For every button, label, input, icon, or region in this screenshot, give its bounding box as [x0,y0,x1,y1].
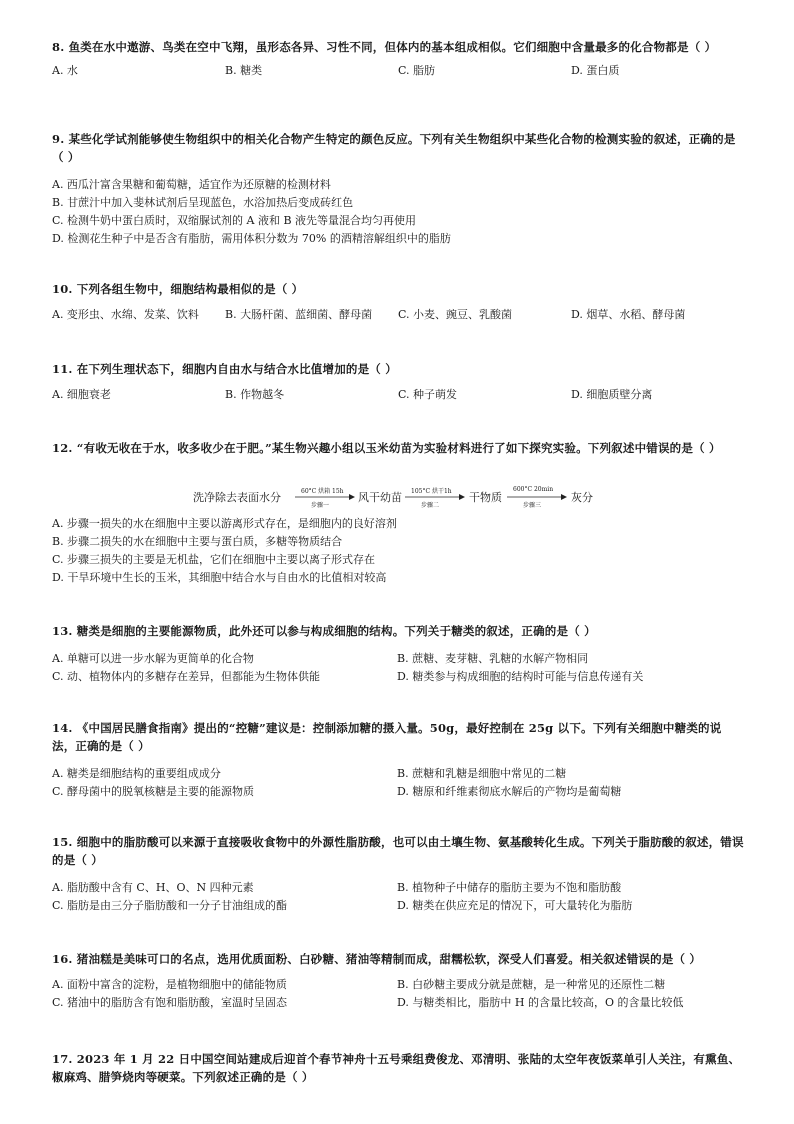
option-d: D. 烟草、水稻、酵母菌 [571,308,686,321]
option-c: C. 检测牛奶中蛋白质时，双缩脲试剂的 A 液和 B 液先等量混合均匀再使用 [52,214,417,227]
question-8 [52,38,744,80]
question-stem: 8. 鱼类在水中遨游、鸟类在空中飞翔，虽形态各异、习性不同，但体内的基本组成相似。它们细胞中含量最多的化合物都是（ ） [52,40,717,54]
flow-step-1: 洗净除去表面水分 [193,491,281,504]
options [52,765,744,801]
question-stem: 13. 糖类是细胞的主要能源物质，此外还可以参与构成细胞的结构。下列关于糖类的叙述，正确的是（ ） [52,624,596,638]
options [52,650,744,686]
question-11 [52,360,744,404]
question-stem: 16. 猪油糕是美味可口的名点，选用优质面粉、白砂糖、猪油等精制而成，甜糯松软，深受人们喜爱。相关叙述错误的是（ ） [52,952,702,966]
option-a: A. 脂肪酸中含有 C、H、O、N 四种元素 [52,881,254,894]
options [52,306,744,324]
options [52,176,744,248]
option-a: A. 变形虫、水绵、发菜、饮料 [52,308,199,321]
option-d: D. 细胞质壁分离 [571,388,653,401]
option-a: A. 西瓜汁富含果糖和葡萄糖，适宜作为还原糖的检测材料 [52,178,331,191]
question-9 [52,130,744,248]
question-stem: 17. 2023 年 1 月 22 日中国空间站建成后迎首个春节神舟十五号乘组费俊龙、邓清明、张陆的太空年夜饭菜单引人关注，有熏鱼、椒麻鸡、腊笋烧肉等硬菜。下列叙述正确的是（ ） [52,1052,741,1084]
question-stem: 11. 在下列生理状态下，细胞内自由水与结合水比值增加的是（ ） [52,362,397,376]
question-12-options [52,515,744,587]
option-c: C. 小麦、豌豆、乳酸菌 [398,308,513,321]
option-a: A. 水 [52,64,78,77]
option-c: C. 脂肪 [398,64,436,77]
options [52,976,744,1012]
option-d: D. 糖类参与构成细胞的结构时可能与信息传递有关 [397,670,644,683]
arrow-3-step: 步骤三 [523,502,542,509]
options [52,515,744,587]
arrow-3-label: 600°C 20min [513,486,554,493]
option-b: B. 蔗糖和乳糖是细胞中常见的二糖 [397,767,567,780]
experiment-flow-diagram [193,482,613,510]
option-b: B. 糖类 [225,64,263,77]
question-stem: 12. “有收无收在于水，收多收少在于肥。”某生物兴趣小组以玉米幼苗为实验材料进行了如下探究实验。下列叙述中错误的是（ ） [52,441,721,455]
option-b: B. 步骤二损失的水在细胞中主要与蛋白质，多糖等物质结合 [52,535,343,548]
flow-step-3: 干物质 [469,491,502,504]
option-b: B. 植物种子中储存的脂肪主要为不饱和脂肪酸 [397,881,622,894]
option-b: B. 蔗糖、麦芽糖、乳糖的水解产物相同 [397,652,589,665]
flow-step-2: 风干幼苗 [358,491,402,504]
options [52,386,744,404]
option-b: B. 大肠杆菌、蓝细菌、酵母菌 [225,308,373,321]
option-c: C. 酵母菌中的脱氧核糖是主要的能源物质 [52,785,255,798]
option-d: D. 检测花生种子中是否含有脂肪，需用体积分数为 70% 的酒精溶解组织中的脂肪 [52,232,451,245]
option-d: D. 干旱环境中生长的玉米，其细胞中结合水与自由水的比值相对较高 [52,571,387,584]
arrow-2-step: 步骤二 [421,502,440,509]
question-15 [52,833,744,915]
question-14 [52,719,744,801]
question-stem: 15. 细胞中的脂肪酸可以来源于直接吸收食物中的外源性脂肪酸，也可以由土壤生物、氨基酸转化生成。下列关于脂肪酸的叙述，错误的是（ ） [52,835,744,867]
option-c: C. 猪油中的脂肪含有饱和脂肪酸，室温时呈固态 [52,996,288,1009]
arrow-1-step: 步骤一 [311,502,330,509]
question-12 [52,439,744,457]
question-10 [52,280,744,324]
option-c: C. 脂肪是由三分子脂肪酸和一分子甘油组成的酯 [52,899,288,912]
option-a: A. 单糖可以进一步水解为更简单的化合物 [52,652,254,665]
options [52,62,744,80]
option-d: D. 蛋白质 [571,64,620,77]
question-13 [52,622,744,686]
option-a: A. 糖类是细胞结构的重要组成成分 [52,767,221,780]
option-b: B. 甘蔗汁中加入斐林试剂后呈现蓝色，水浴加热后变成砖红色 [52,196,354,209]
option-c: C. 种子萌发 [398,388,458,401]
options [52,879,744,915]
option-d: D. 糖类在供应充足的情况下，可大量转化为脂肪 [397,899,633,912]
question-stem: 10. 下列各组生物中，细胞结构最相似的是（ ） [52,282,304,296]
option-d: D. 糖原和纤维素彻底水解后的产物均是葡萄糖 [397,785,622,798]
question-stem: 14. 《中国居民膳食指南》提出的“控糖”建议是：控制添加糖的摄入量。50g，最好控制在 25g 以下。下列有关细胞中糖类的说法，正确的是（ ） [52,721,722,753]
option-b: B. 白砂糖主要成分就是蔗糖，是一种常见的还原性二糖 [397,978,666,991]
arrow-1-label: 60°C 烘箱 15h [301,488,344,495]
question-stem: 9. 某些化学试剂能够使生物组织中的相关化合物产生特定的颜色反应。下列有关生物组织中某些化合物的检测实验的叙述，正确的是（ ） [52,132,736,164]
option-a: A. 步骤一损失的水在细胞中主要以游离形式存在，是细胞内的良好溶剂 [52,517,397,530]
question-16 [52,950,744,1012]
question-17 [52,1050,744,1086]
option-a: A. 面粉中富含的淀粉，是植物细胞中的储能物质 [52,978,287,991]
arrow-2-label: 105°C 烘干1h [411,488,452,495]
option-a: A. 细胞衰老 [52,388,111,401]
option-b: B. 作物越冬 [225,388,285,401]
option-c: C. 动、植物体内的多糖存在差异，但都能为生物体供能 [52,670,321,683]
option-d: D. 与糖类相比，脂肪中 H 的含量比较高，O 的含量比较低 [397,996,684,1009]
option-c: C. 步骤三损失的主要是无机盐，它们在细胞中主要以离子形式存在 [52,553,376,566]
flow-step-4: 灰分 [571,491,593,504]
